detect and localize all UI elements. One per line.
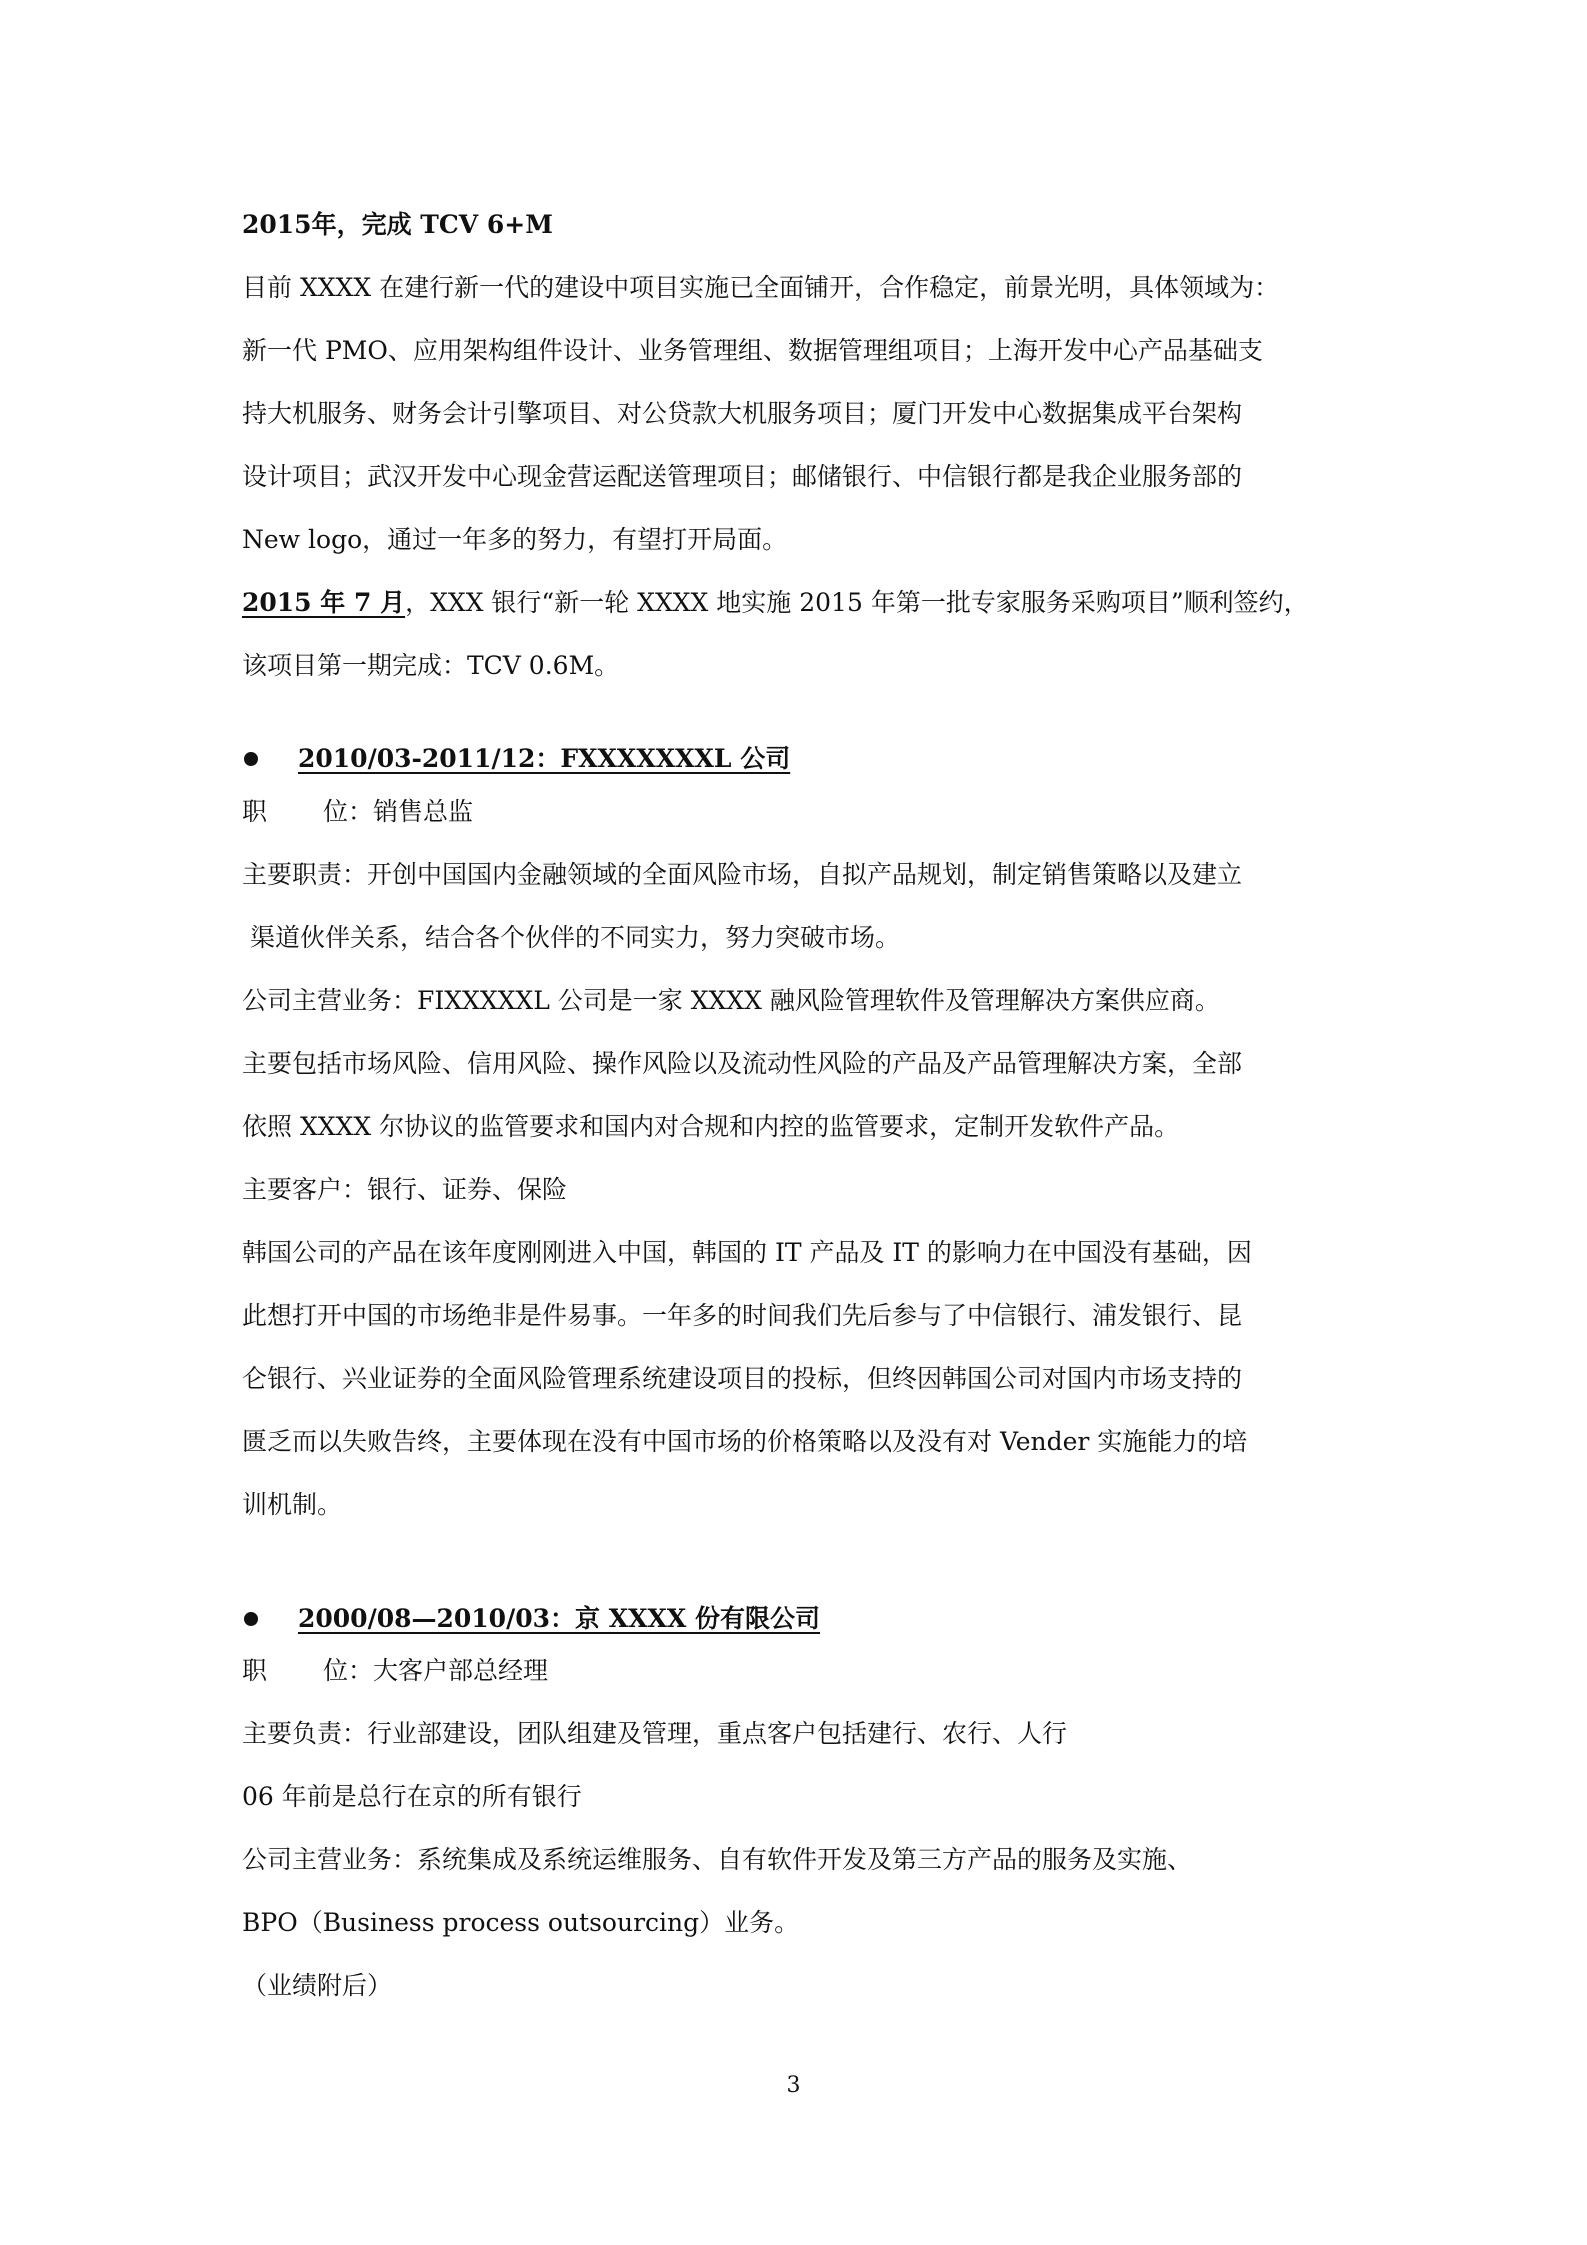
job-1-position-value: 销售总监 [373, 797, 474, 826]
job-1-story-line-4: 匮乏而以失败告终，主要体现在没有中国市场的价格策略以及没有对 Vender 实施能力的培 [242, 1427, 1248, 1456]
position-label-2: 位： [323, 797, 374, 826]
job-2-position-value: 大客户部总经理 [373, 1656, 549, 1685]
job-1-products-line-1: 主要包括市场风险、信用风险、操作风险以及流动性风险的产品及产品管理解决方案，全部 [242, 1049, 1243, 1078]
job-1-duty-line-2: 渠道伙伴关系，结合各个伙伴的不同实力，努力突破市场。 [242, 923, 900, 952]
job-2-duty-2: 06 年前是总行在京的所有银行 [242, 1782, 582, 1811]
job-2-note: （业绩附后） [242, 1971, 393, 2000]
status-line-3: 持大机服务、财务会计引擎项目、对公贷款大机服务项目；厦门开发中心数据集成平台架构 [242, 399, 1243, 428]
job-1-products-line-2: 依照 XXXX 尔协议的监管要求和国内对合规和内控的监管要求，定制开发软件产品。 [242, 1112, 1180, 1141]
july-2015-text: ，XXX 银行“新一轮 XXXX 地实施 2015 年第一批专家服务采购项目”顺利签约， [405, 588, 1309, 617]
position-label-1: 职 [242, 797, 268, 826]
job-1-position-line [242, 796, 473, 828]
bullet-icon [244, 752, 258, 766]
job-2-heading: 2000/08—2010/03：京 XXXX 份有限公司 [298, 1604, 820, 1633]
july-2015-line [242, 587, 1309, 619]
status-line-5: New logo，通过一年多的努力，有望打开局面。 [242, 525, 788, 554]
status-line-4: 设计项目；武汉开发中心现金营运配送管理项目；邮储银行、中信银行都是我企业服务部的 [242, 462, 1243, 491]
job-2-business-line-1: 公司主营业务：系统集成及系统运维服务、自有软件开发及第三方产品的服务及实施、 [242, 1845, 1193, 1874]
job-1-clients: 主要客户：银行、证券、保险 [242, 1175, 568, 1204]
july-2015-line-2: 该项目第一期完成：TCV 0.6M。 [242, 651, 620, 680]
job-1-story-line-3: 仑银行、兴业证券的全面风险管理系统建设项目的投标，但终因韩国公司对国内市场支持的 [242, 1364, 1243, 1393]
status-line-2: 新一代 PMO、应用架构组件设计、业务管理组、数据管理组项目；上海开发中心产品基础支 [242, 336, 1263, 365]
job-2-position-line [242, 1655, 548, 1687]
page-number: 3 [786, 2073, 801, 2098]
position-label-1: 职 [242, 1656, 268, 1685]
job-1-story-line-5: 训机制。 [242, 1490, 343, 1519]
status-line-1: 目前 XXXX 在建行新一代的建设中项目实施已全面铺开，合作稳定，前景光明，具体领域为： [242, 273, 1280, 302]
job-1-story-line-1: 韩国公司的产品在该年度刚刚进入中国，韩国的 IT 产品及 IT 的影响力在中国没有基础，因 [242, 1238, 1252, 1267]
bullet-icon [244, 1612, 258, 1626]
job-1-heading: 2010/03-2011/12：FXXXXXXXL 公司 [298, 744, 791, 773]
job-1-story-line-2: 此想打开中国的市场绝非是件易事。一年多的时间我们先后参与了中信银行、浦发银行、昆 [242, 1301, 1243, 1330]
job-1-business: 公司主营业务：FIXXXXXL 公司是一家 XXXX 融风险管理软件及管理解决方案供应商。 [242, 986, 1220, 1015]
job-1-duty-line-1: 主要职责：开创中国国内金融领域的全面风险市场，自拟产品规划，制定销售策略以及建立 [242, 860, 1243, 889]
job-2-business-line-2: BPO（Business process outsourcing）业务。 [242, 1908, 800, 1937]
july-2015-date: 2015 年 7 月 [242, 588, 406, 617]
job-2-duty: 主要负责：行业部建设，团队组建及管理，重点客户包括建行、农行、人行 [242, 1719, 1068, 1748]
position-label-2: 位： [323, 1656, 374, 1685]
tcv-2015-line: 2015年，完成 TCV 6+M [242, 210, 553, 239]
